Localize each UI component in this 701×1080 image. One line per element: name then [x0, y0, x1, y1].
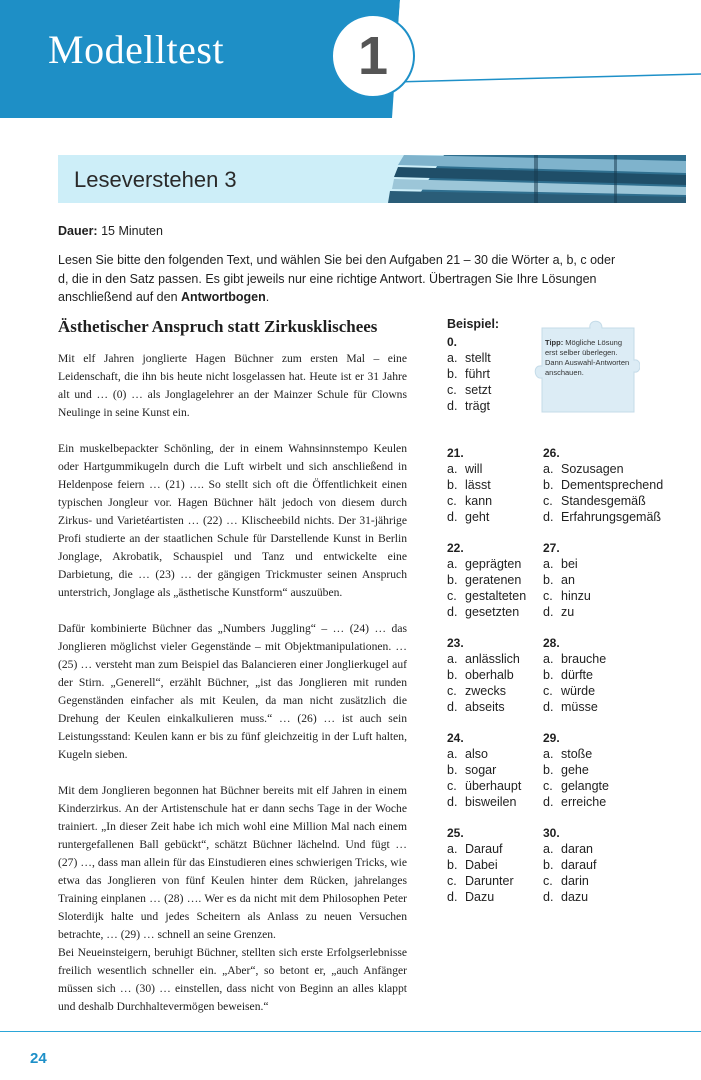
question-26 — [543, 445, 663, 525]
option-letter: d. — [447, 605, 458, 619]
question-23 — [447, 635, 520, 715]
option-text: gehe — [561, 763, 589, 777]
option-text: stellt — [465, 351, 491, 365]
option-text: Sozusagen — [561, 462, 624, 476]
option-letter: c. — [447, 874, 457, 888]
option-text: gelangte — [561, 779, 609, 793]
option-row — [447, 398, 499, 414]
option-text: Standesgemäß — [561, 494, 646, 508]
question-number: 28. — [543, 636, 560, 650]
article-paragraph: Mit elf Jahren jonglierte Hagen Büchner zum ersten Mal – eine Leidenschaft, die ihn bis heute nicht losgelassen hat. Heute ist er 31 Jahre alt und … (0) … als Jonglagelehrer an der Mainzer Schule für Clowns Neulinge in seine Kunst ein. — [58, 352, 407, 419]
instructions-text: Lesen Sie bitte den folgenden Text, und wählen Sie bei den Aufgaben 21 – 30 die Wörter a, b, c oder d, die in den Satz passen. Es gibt jeweils nur eine richtige Antwort. Übertragen Sie Ihre Lösungen anschließend auf den — [58, 253, 616, 304]
example-block — [447, 316, 499, 414]
instructions-bold: Antwortbogen — [181, 290, 266, 304]
option-text: dürfte — [561, 668, 593, 682]
option-text: Darauf — [465, 842, 503, 856]
option-letter: c. — [447, 494, 457, 508]
option-text: darauf — [561, 858, 597, 872]
option-text: geht — [465, 510, 490, 524]
option-letter: b. — [543, 573, 554, 587]
option-letter: c. — [447, 383, 457, 397]
question-number: 30. — [543, 826, 560, 840]
option-letter: a. — [447, 747, 458, 761]
option-letter: a. — [447, 652, 458, 666]
option-letter: a. — [447, 462, 458, 476]
option-letter: d. — [543, 700, 554, 714]
duration-value: 15 Minuten — [101, 224, 163, 238]
option-letter: d. — [447, 399, 458, 413]
option-text: erreiche — [561, 795, 607, 809]
question-number: 25. — [447, 826, 464, 840]
option-letter: c. — [543, 494, 553, 508]
option-text: will — [465, 462, 483, 476]
article-paragraph: Mit dem Jonglieren begonnen hat Büchner bereits mit elf Jahren in einem Kinderzirkus. An der Artistenschule hat er dann sechs Tage in der Woche trainiert. „In dieser Zeit habe ich mich wohl eine Million Mal nach einem runtergefallenen Ball gebückt“, schätzt Büchner lächelnd. Und fügt … (27) …, dass man allein für das Einstudieren eines schwierigen Tricks, wie etwa das Jonglieren von fünf Keulen hinter dem Rücken, jahrelanges Training einplanen … (28) …. Wer es da nicht mit dem Philosophen Peter Sloterdijk halte und jedes Scheitern als Anlass zu neuen Versuchen betrachte, … (29) … schnell an seine Grenzen. — [58, 784, 407, 941]
question-number: 26. — [543, 446, 560, 460]
question-number: 24. — [447, 731, 464, 745]
option-text: lässt — [465, 478, 491, 492]
question-number: 22. — [447, 541, 464, 555]
option-letter: b. — [543, 763, 554, 777]
instructions — [58, 251, 618, 307]
header-number-badge — [331, 14, 415, 98]
option-letter: c. — [543, 779, 553, 793]
section-banner — [58, 155, 686, 203]
option-text: an — [561, 573, 575, 587]
question-number: 23. — [447, 636, 464, 650]
option-text: stoße — [561, 747, 593, 761]
page-number: 24 — [30, 1050, 47, 1067]
option-letter: a. — [543, 557, 554, 571]
option-letter: c. — [447, 684, 457, 698]
option-text: geratenen — [465, 573, 522, 587]
option-letter: b. — [447, 478, 458, 492]
option-text: dazu — [561, 890, 589, 904]
option-text: Dazu — [465, 890, 495, 904]
option-text: hinzu — [561, 589, 591, 603]
option-text: würde — [561, 684, 596, 698]
option-text: gestalteten — [465, 589, 527, 603]
option-letter: c. — [543, 874, 553, 888]
option-text: müsse — [561, 700, 598, 714]
option-row — [447, 382, 499, 398]
option-text: Dementsprechend — [561, 478, 664, 492]
option-letter: c. — [447, 779, 457, 793]
option-letter: b. — [543, 668, 554, 682]
option-text: daran — [561, 842, 593, 856]
article-body — [58, 350, 407, 1016]
option-text: Darunter — [465, 874, 514, 888]
option-letter: a. — [543, 462, 554, 476]
question-22 — [447, 540, 526, 620]
option-letter: d. — [543, 890, 554, 904]
option-letter: c. — [543, 589, 553, 603]
option-text: bei — [561, 557, 578, 571]
option-letter: a. — [447, 842, 458, 856]
option-letter: a. — [543, 747, 554, 761]
example-label: Beispiel: — [447, 317, 500, 331]
question-29 — [543, 730, 609, 810]
question-27 — [543, 540, 591, 620]
header-title: Modelltest — [48, 27, 225, 72]
option-letter: a. — [447, 557, 458, 571]
option-letter: a. — [543, 842, 554, 856]
option-letter: d. — [543, 795, 554, 809]
option-letter: d. — [447, 890, 458, 904]
instructions-end: . — [265, 290, 270, 304]
option-row — [447, 366, 499, 382]
duration-label: Dauer: — [58, 224, 98, 238]
option-row — [447, 350, 499, 366]
tip-body: Mögliche Lösung erst selber überlegen. Dann Auswahl-Antworten anschauen. — [545, 338, 630, 377]
section-title: Leseverstehen 3 — [74, 167, 237, 192]
option-text: brauche — [561, 652, 607, 666]
question-number: 27. — [543, 541, 560, 555]
footer-divider — [0, 1031, 701, 1032]
question-25 — [447, 825, 514, 905]
duration — [58, 224, 163, 238]
option-letter: a. — [447, 351, 458, 365]
article-title: Ästhetischer Anspruch statt Zirkusklischees — [58, 317, 378, 336]
books-image — [384, 155, 686, 203]
option-text: geprägten — [465, 557, 522, 571]
option-letter: d. — [447, 510, 458, 524]
option-text: sogar — [465, 763, 497, 777]
option-letter: a. — [543, 652, 554, 666]
tip-text — [545, 338, 635, 378]
option-text: bisweilen — [465, 795, 517, 809]
article-paragraph: Bei Neueinsteigern, beruhigt Büchner, stellten sich erste Erfolgserlebnisse freilich wesentlich schneller ein. „Aber“, so betont er, „auch Anfänger müssen sich … (30) … einstellen, dass nicht von Beginn an alles klappt und deshalb Durchhaltevermögen beweisen.“ — [58, 946, 407, 1013]
option-letter: d. — [447, 795, 458, 809]
option-letter: b. — [543, 858, 554, 872]
option-letter: b. — [447, 763, 458, 777]
question-30 — [543, 825, 596, 905]
option-letter: b. — [447, 573, 458, 587]
question-number: 29. — [543, 731, 560, 745]
option-text: trägt — [465, 399, 491, 413]
option-text: führt — [465, 367, 491, 381]
question-24 — [447, 730, 521, 810]
article-paragraph: Dafür kombinierte Büchner das „Numbers Juggling“ – … (24) … das Jonglieren möglichst vieler Gegenstände – mit Objektmanipulationen. … (25) … versteht man zum Beispiel das Balancieren einer Jonglierkugel auf der Stirn. „Generell“, erzählt Büchner, „ist das Jonglieren mit runden Gegenständen einfacher als mit Keulen, da man nicht zusätzlich die Drehung der Keulen einkalkulieren muss.“ … (26) … ist auch sein Leistungsstand: Keulen kann er bis zu fünf gleichzeitig in der Luft halten, Kugeln sieben. — [58, 622, 407, 761]
option-text: Erfahrungsgemäß — [561, 510, 662, 524]
option-letter: d. — [543, 605, 554, 619]
option-letter: b. — [447, 858, 458, 872]
option-text: zu — [561, 605, 575, 619]
option-text: zwecks — [465, 684, 506, 698]
option-text: darin — [561, 874, 589, 888]
option-text: kann — [465, 494, 493, 508]
option-text: oberhalb — [465, 668, 514, 682]
option-text: überhaupt — [465, 779, 522, 793]
option-letter: d. — [543, 510, 554, 524]
option-text: Dabei — [465, 858, 498, 872]
question-28 — [543, 635, 606, 715]
question-number: 21. — [447, 446, 464, 460]
example-number: 0. — [447, 335, 458, 349]
question-21 — [447, 445, 492, 525]
option-text: abseits — [465, 700, 505, 714]
tip-label: Tipp: — [545, 338, 564, 347]
option-letter: d. — [447, 700, 458, 714]
option-letter: b. — [447, 668, 458, 682]
header-number: 1 — [357, 26, 389, 86]
article-paragraph: Ein muskelbepackter Schönling, der in einem Wahnsinnstempo Keulen oder Hartgummikugeln durch die Luft wirbelt und sich anschließend in Heldenpose feiern … (21) …. So stellt sich oft die Öffentlichkeit einen typischen Jongleur vor. Hagen Büchner hält jedoch von diesem durch Zirkus- und Varietéartisten … (22) … Klischeebild nichts. Der 31-jährige Profi studierte an der staatlichen Schule für Darstellende Kunst in Berlin Jonglage, Akrobatik, Schauspiel und Tanz und entwickelte eine Darbietung, die … (23) … der gängigen Trickmuster seinen Anspruch unterstrich, Jonglage als „ästhetische Kunstform“ auszuüben. — [58, 442, 407, 599]
option-letter: b. — [543, 478, 554, 492]
option-letter: b. — [447, 367, 458, 381]
option-letter: c. — [543, 684, 553, 698]
option-text: anlässlich — [465, 652, 520, 666]
option-text: also — [465, 747, 488, 761]
option-letter: c. — [447, 589, 457, 603]
option-text: gesetzten — [465, 605, 520, 619]
option-text: setzt — [465, 383, 492, 397]
